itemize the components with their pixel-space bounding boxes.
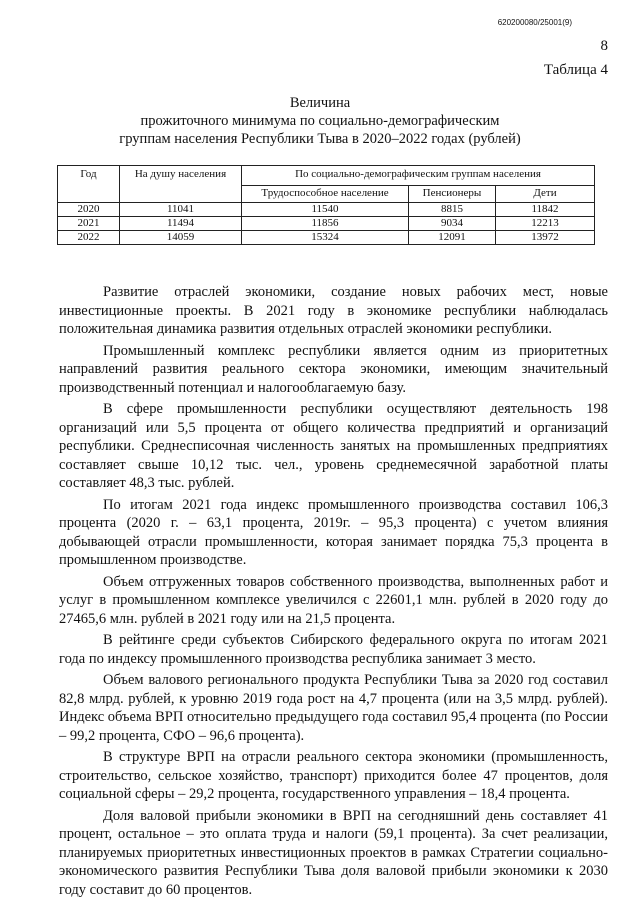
table-row [58,203,595,217]
header-working: Трудоспособное население [242,185,409,202]
table-label: Таблица 4 [543,62,608,78]
subsistence-minimum-table [57,165,595,245]
cell-pensioners: 8815 [409,203,496,217]
paragraph: В сфере промышленности республики осуществляют деятельность 198 организаций или 5,5 процента от общего количества предприятий и организаций республики. Среднесписочная численность занятых на промышленных предприятиях составляет свыше 10,12 тыс. чел., уровень среднемесячной заработной платы составляет 48,3 тыс. рублей. [59,401,608,491]
paragraph: В структуре ВРП на отрасли реального сектора экономики (промышленность, строительство, сельское хозяйство, транспорт) приходится более 47 процентов, доля социальной сферы – 29,2 процента, государственного управления – 18,4 процента. [59,749,608,802]
cell-year: 2022 [58,231,120,245]
table-row [58,231,595,245]
cell-children: 13972 [496,231,595,245]
title-line: группам населения Республики Тыва в 2020–2022 годах (рублей) [119,131,521,147]
paragraph: Объем валового регионального продукта Республики Тыва за 2020 год составил 82,8 млрд. рублей, к уровню 2019 года рост на 4,7 процента (или на 3,5 млрд. рублей). Индекс объема ВРП относительно предыдущего года составил 95,4 процента (по России – 99,2 процента, СФО – 96,6 процента). [59,672,608,744]
cell-children: 12213 [496,217,595,231]
cell-per-capita: 14059 [120,231,242,245]
document-code: 620200080/25001(9) [497,18,572,27]
cell-year: 2020 [58,203,120,217]
header-per-capita: На душу населения [120,166,242,203]
cell-pensioners: 9034 [409,217,496,231]
cell-year: 2021 [58,217,120,231]
header-group: По социально-демографическим группам населения [242,166,595,186]
page-number: 8 [600,38,608,54]
cell-working: 11856 [242,217,409,231]
cell-pensioners: 12091 [409,231,496,245]
cell-children: 11842 [496,203,595,217]
paragraph: Развитие отраслей экономики, создание новых рабочих мест, новые инвестиционные проекты. В 2021 году в экономике республики наблюдалась положительная динамика развития отдельных отраслей экономики республики. [59,284,608,337]
paragraph: Промышленный комплекс республики является одним из приоритетных направлений развития реального сектора экономики, имеющим значительный производственный потенциал и налогооблагаемую базу. [59,342,608,396]
cell-per-capita: 11494 [120,217,242,231]
cell-per-capita: 11041 [120,203,242,217]
cell-working: 11540 [242,203,409,217]
cell-working: 15324 [242,231,409,245]
table-title [60,94,580,148]
title-line: Величина [289,95,351,111]
table-row [58,217,595,231]
paragraph: По итогам 2021 года индекс промышленного производства составил 106,3 процента (2020 г. – 63,1 процента, 2019г. – 95,3 процента) с учетом влияния добывающей отрасли промышленности, которая занимает порядка 75,3 процента в промышленном производстве. [59,496,608,568]
header-year: Год [58,166,120,203]
title-line: прожиточного минимума по социально-демографическим [140,113,500,129]
paragraph: Объем отгруженных товаров собственного производства, выполненных работ и услуг в промышленном комплексе увеличился с 22601,1 млн. рублей в 2020 году до 27465,6 млн. рублей в 2021 году или на 21,5 процента. [59,573,608,627]
body-text [59,283,608,902]
header-pensioners: Пенсионеры [409,185,496,202]
header-children: Дети [496,185,595,202]
paragraph: В рейтинге среди субъектов Сибирского федерального округа по итогам 2021 года по индексу промышленного производства республика занимает 3 место. [59,632,608,667]
paragraph: Доля валовой прибыли экономики в ВРП на сегодняшний день составляет 41 процент, остальное – это оплата труда и налоги (59,1 процента). За счет реализации, планируемых приоритетных инвестиционных проектов в рамках Стратегии социально-экономического развития Республики Тыва доля валовой прибыли экономики к 2030 году составит до 60 процентов. [59,807,608,898]
